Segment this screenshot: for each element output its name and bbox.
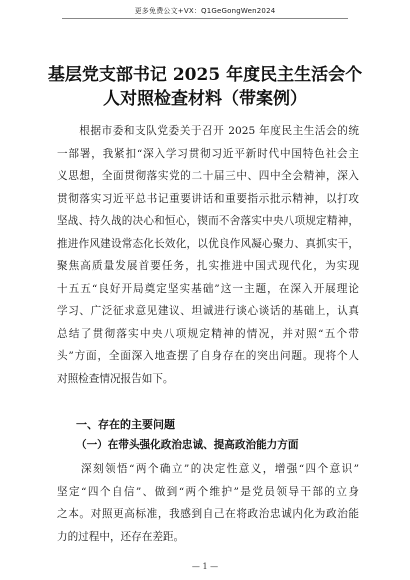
header-divider <box>62 18 348 19</box>
section-paragraph <box>57 458 359 548</box>
intro-line: 对照检查情况报告如下。 <box>57 372 174 385</box>
section-line: 之本。对照更高标准，我感到自己在将政治忠诚内化为政治能 <box>57 508 359 520</box>
section-heading: 一、存在的主要问题 <box>76 418 175 431</box>
intro-line: 根据市委和支队党委关于召开 2025 年度民主生活会的统 <box>57 125 359 137</box>
document-title-line-2: 人对照检查材料（带案例） <box>103 89 307 109</box>
intro-line: 总结了贯彻落实中央八项规定精神的情况，并对照“五个带 <box>57 327 359 340</box>
intro-line: 学习、广泛征求意见建议、坦诚进行谈心谈话的基础上，认真 <box>57 305 359 317</box>
intro-line: 贯彻落实习近平总书记重要讲话和重要指示批示精神，以打攻 <box>57 192 359 205</box>
intro-line: 推进作风建设常态化长效化，以优良作风凝心聚力、真抓实干， <box>57 237 359 250</box>
intro-paragraph <box>57 120 359 390</box>
intro-line: 坚战、持久战的决心和恒心，锲而不舍落实中央八项规定精神， <box>57 215 359 227</box>
section-line: 坚定“四个自信”、做到“两个维护”是党员领导干部的立身 <box>57 485 359 498</box>
header-note: 更多免费公文+VX：Q1GeGongWen2024 <box>134 7 276 15</box>
page-number: — 1 — <box>191 562 219 571</box>
section-line: 力的过程中，还存在差距。 <box>57 530 185 543</box>
intro-line: 十五五“良好开局奠定坚实基础”这一主题，在深入开展理论 <box>57 282 359 295</box>
section-line: 深刻领悟“两个确立”的决定性意义，增强“四个意识” <box>57 463 359 475</box>
intro-line: 聚焦高质量发展首要任务，扎实推进中国式现代化，为实现 <box>57 260 359 272</box>
subsection-heading: （一）在带头强化政治忠诚、提高政治能力方面 <box>76 439 299 451</box>
intro-line: 义思想，全面贯彻落实党的二十届三中、四中全会精神，深入 <box>57 170 359 182</box>
intro-line: 一部署，我紧扣“深入学习贯彻习近平新时代中国特色社会主 <box>57 147 359 160</box>
intro-line: 头”方面，全面深入地查摆了自身存在的突出问题。现将个人 <box>57 350 359 362</box>
document-title-line-1: 基层党支部书记 2025 年度民主生活会个 <box>47 65 363 85</box>
